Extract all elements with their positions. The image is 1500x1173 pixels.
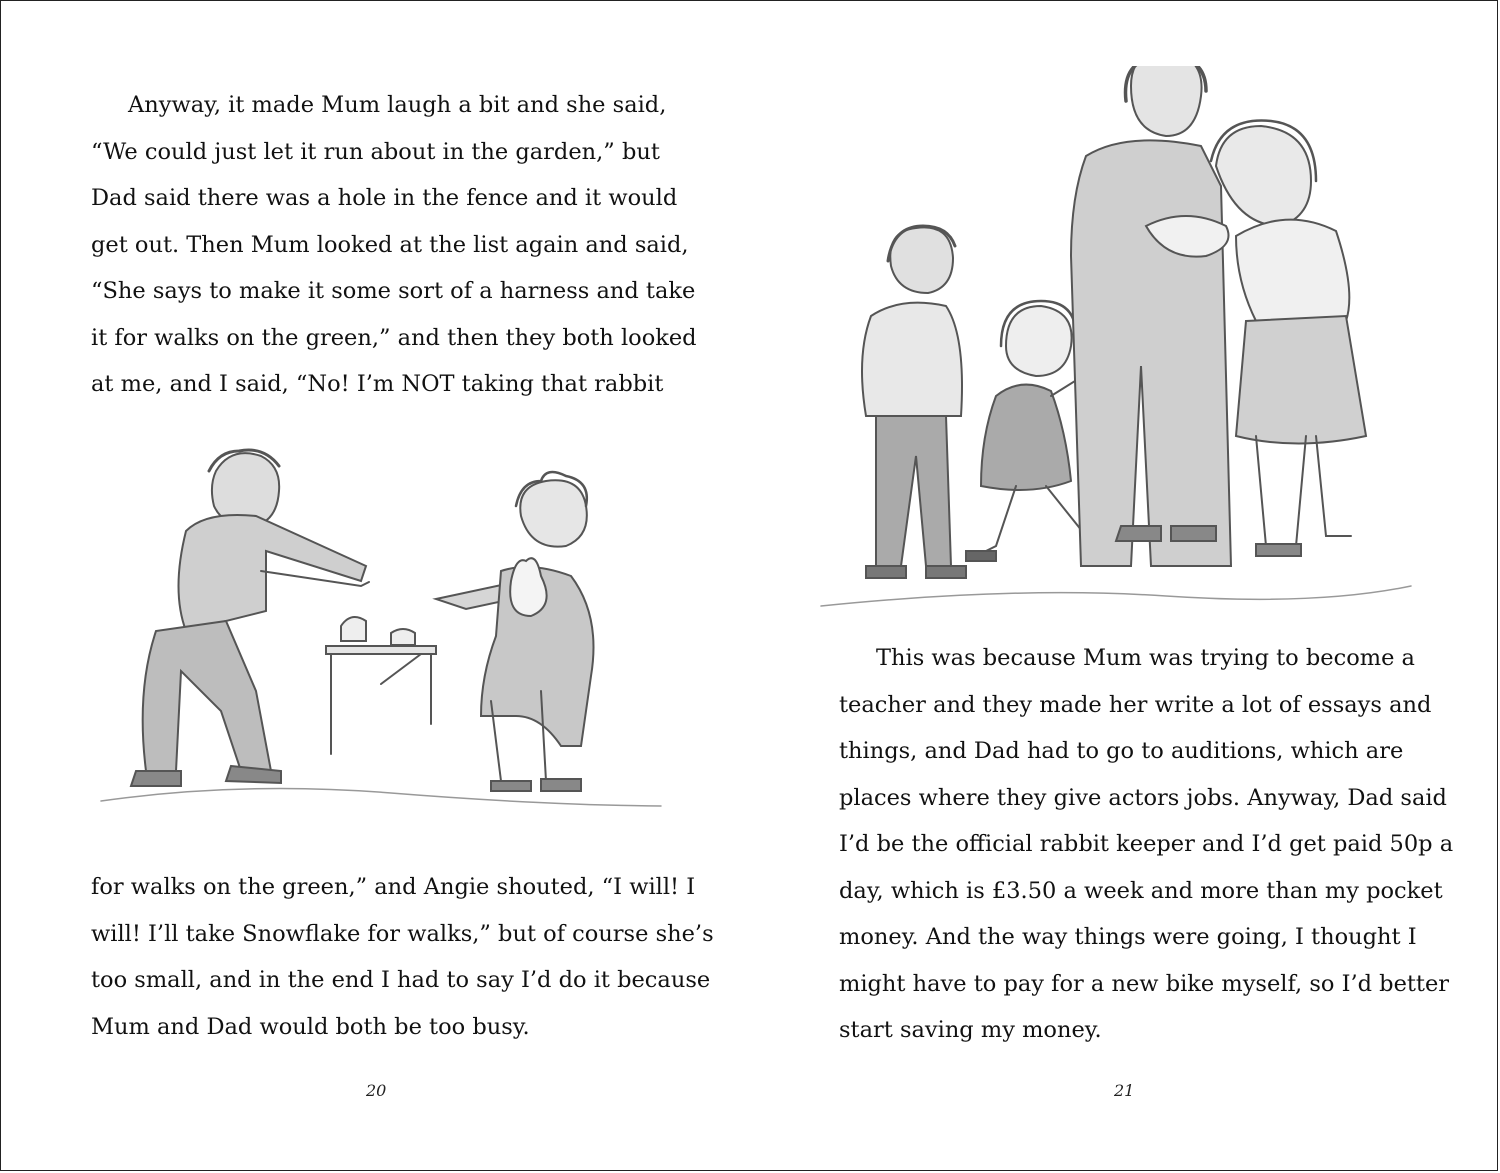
right-paragraph xyxy=(839,635,1453,1054)
text-line: Dad said there was a hole in the fence and it would xyxy=(91,185,678,211)
text-line: money. And the way things were going, I thought I xyxy=(839,924,1417,950)
page-number: 21 xyxy=(1114,1081,1135,1100)
text-line: “She says to make it some sort of a harness and take xyxy=(91,278,696,304)
left-page xyxy=(1,1,751,1170)
text-line: This was because Mum was trying to become a xyxy=(876,645,1415,671)
text-line: day, which is £3.50 a week and more than my pocket xyxy=(839,877,1443,904)
text-line: will! I’ll take Snowflake for walks,” but of course she’s xyxy=(91,920,714,947)
text-line: things, and Dad had to go to auditions, which are xyxy=(839,738,1404,764)
text-line: places where they give actors jobs. Anyway, Dad said xyxy=(839,784,1447,811)
page-number: 20 xyxy=(366,1081,387,1100)
left-bottom-paragraph xyxy=(91,864,714,1050)
text-line: I’d be the official rabbit keeper and I’d get paid 50p a xyxy=(839,831,1454,857)
dad-figure xyxy=(1071,66,1231,566)
girl-figure xyxy=(436,472,594,791)
text-line: for walks on the green,” and Angie shouted, “I will! I xyxy=(91,874,696,900)
text-line: might have to pay for a new bike myself, so I’d better xyxy=(839,970,1450,997)
text-line: start saving my money. xyxy=(839,1017,1102,1043)
illustration-children-arguing xyxy=(91,421,671,821)
illustration-family xyxy=(816,66,1416,611)
text-line: Anyway, it made Mum laugh a bit and she said, xyxy=(128,92,667,118)
left-top-paragraph xyxy=(91,82,697,408)
right-page xyxy=(751,1,1500,1170)
text-line: teacher and they made her write a lot of essays and xyxy=(839,691,1432,718)
table-figure xyxy=(326,617,436,754)
boy-figure xyxy=(862,226,966,578)
text-line: Mum and Dad would both be too busy. xyxy=(91,1013,530,1040)
text-line: get out. Then Mum looked at the list again and said, xyxy=(91,231,689,258)
text-line: “We could just let it run about in the garden,” but xyxy=(91,138,660,165)
text-line: too small, and in the end I had to say I’d do it because xyxy=(91,967,711,993)
mum-figure xyxy=(1211,121,1366,557)
boy-figure xyxy=(131,450,369,786)
text-line: it for walks on the green,” and then they both looked xyxy=(91,324,697,351)
text-line: at me, and I said, “No! I’m NOT taking that rabbit xyxy=(91,371,664,397)
